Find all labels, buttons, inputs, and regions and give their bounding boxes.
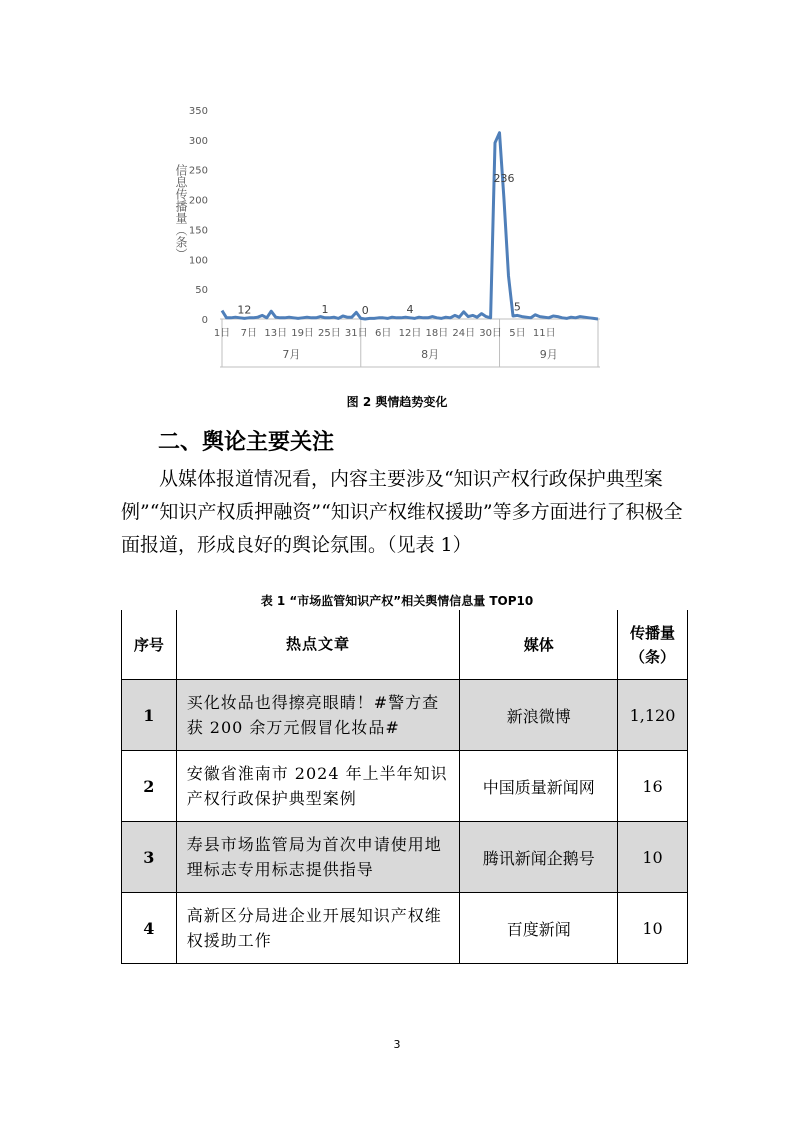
- row-no: 2: [122, 751, 177, 822]
- row-title: 买化妆品也得擦亮眼睛！#警方查获 200 余万元假冒化妆品#: [176, 680, 460, 751]
- row-media: 百度新闻: [460, 893, 618, 964]
- month-label: 9月: [539, 348, 558, 361]
- row-count: 10: [618, 893, 688, 964]
- data-label: 236: [493, 172, 515, 186]
- x-tick-label: 1日: [213, 328, 231, 339]
- x-tick-label: 25日: [318, 328, 341, 339]
- section-heading: 二、舆论主要关注: [158, 430, 335, 455]
- month-label: 8月: [421, 348, 440, 361]
- top10-table: [121, 610, 688, 964]
- x-axis-ticks: [214, 327, 556, 339]
- row-title: 高新区分局进企业开展知识产权维权援助工作: [176, 893, 460, 964]
- row-no: 3: [122, 822, 177, 893]
- page-number: 3: [393, 1038, 401, 1051]
- y-axis-label: [174, 163, 188, 260]
- y-tick-label: 300: [188, 135, 208, 147]
- row-count: 1,120: [618, 680, 688, 751]
- month-label: 7月: [282, 348, 301, 361]
- header-media: 媒体: [460, 610, 618, 680]
- x-tick-label: 7日: [240, 328, 258, 339]
- row-title: 安徽省淮南市 2024 年上半年知识产权行政保护典型案例: [176, 751, 460, 822]
- data-label: 0: [361, 304, 369, 317]
- x-tick-label: 24日: [452, 328, 476, 339]
- y-tick-label: 150: [188, 225, 208, 237]
- y-axis-title: 信息传播量（条）: [174, 164, 188, 260]
- header-no: 序号: [122, 610, 177, 680]
- y-tick-label: 50: [195, 285, 208, 297]
- figure-caption: 图 2 舆情趋势变化: [346, 395, 448, 409]
- y-tick-label: 100: [188, 255, 208, 267]
- trend-chart: [170, 100, 610, 380]
- row-title: 寿县市场监管局为首次申请使用地理标志专用标志提供指导: [176, 822, 460, 893]
- row-media: 腾讯新闻企鹅号: [460, 822, 618, 893]
- x-tick-label: 31日: [344, 328, 368, 339]
- row-media: 新浪微博: [460, 680, 618, 751]
- y-tick-label: 200: [188, 195, 208, 207]
- data-labels: [237, 172, 521, 317]
- data-label: 4: [406, 302, 414, 316]
- table-caption: 表 1 “市场监管知识产权”相关舆情信息量 TOP10: [260, 594, 534, 608]
- row-no: 1: [122, 680, 177, 751]
- table-header-row: [122, 610, 688, 680]
- x-tick-label: 11日: [532, 328, 556, 339]
- y-tick-label: 350: [188, 106, 208, 117]
- x-tick-label: 12日: [398, 328, 422, 339]
- x-tick-label: 13日: [264, 328, 288, 339]
- row-count: 16: [618, 751, 688, 822]
- month-labels: [282, 348, 557, 361]
- table-row: [122, 751, 688, 822]
- y-tick-label: 250: [188, 165, 208, 177]
- row-media: 中国质量新闻网: [460, 751, 618, 822]
- series-line: [222, 133, 598, 319]
- header-count: 传播量（条）: [618, 610, 688, 680]
- x-tick-label: 6日: [374, 328, 392, 339]
- y-tick-label: 0: [201, 315, 208, 326]
- table-row: [122, 680, 688, 751]
- data-label: 12: [237, 303, 252, 317]
- data-label: 1: [321, 302, 329, 316]
- x-tick-label: 18日: [425, 328, 449, 339]
- x-tick-label: 30日: [479, 328, 502, 339]
- y-axis-ticks: [189, 106, 208, 326]
- x-tick-label: 5日: [509, 328, 526, 339]
- body-paragraph: 从媒体报道情况看，内容主要涉及“知识产权行政保护典型案例”“知识产权质押融资”“知识产权维权援助”等多方面进行了积极全面报道，形成良好的舆论氛围。（见表 1）: [121, 468, 683, 556]
- row-count: 10: [618, 822, 688, 893]
- header-title: 热点文章: [176, 610, 460, 680]
- table-row: [122, 893, 688, 964]
- x-tick-label: 19日: [291, 328, 314, 339]
- data-label: 5: [513, 300, 521, 314]
- table-row: [122, 822, 688, 893]
- row-no: 4: [122, 893, 177, 964]
